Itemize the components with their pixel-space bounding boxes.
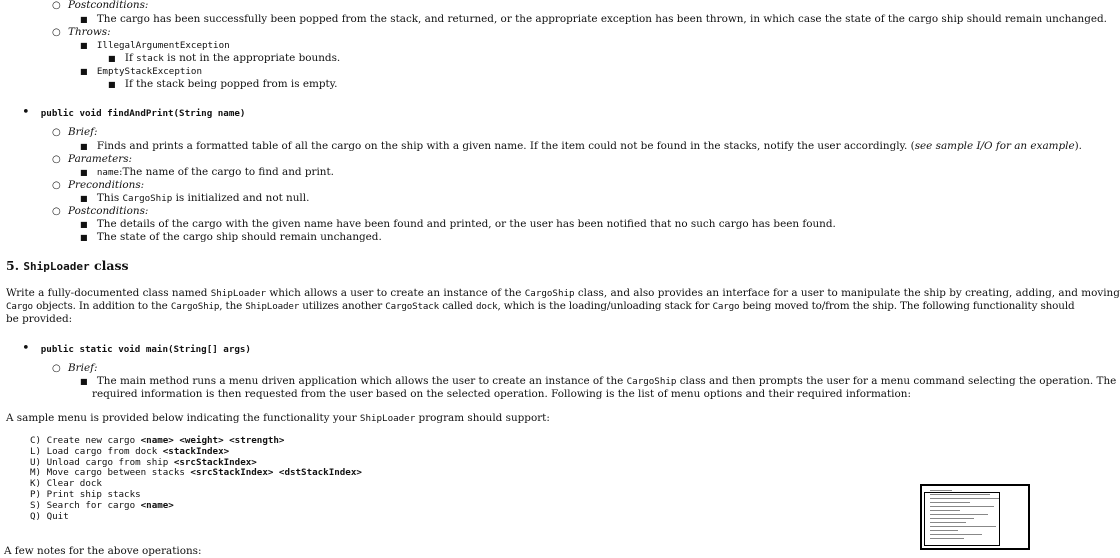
- square-bullet-icon: ■: [80, 377, 88, 386]
- square-bullet-icon: ■: [80, 41, 88, 50]
- postcondition-item: ■ The state of the cargo ship should remain unchanged.: [80, 231, 382, 243]
- sample-menu-code-block: [30, 436, 362, 522]
- square-bullet-icon: ■: [80, 15, 88, 24]
- postcondition-item: ■ The cargo has been successfully been popped from the stack, and returned, or the appropriate exception has been thrown, in which case the state of the cargo ship should remain unchanged.: [80, 13, 1107, 25]
- section-heading: 5. ShipLoader class: [6, 258, 129, 273]
- postconditions-heading: ○ Postconditions:: [52, 0, 149, 11]
- parameters-heading: ○ Parameters:: [52, 153, 133, 165]
- menu-option: P) Print ship stacks: [30, 488, 141, 500]
- circle-bullet-icon: ○: [52, 0, 61, 11]
- square-bullet-icon: ■: [80, 142, 88, 151]
- square-bullet-icon: ■: [80, 168, 88, 177]
- postconditions-heading: ○ Postconditions:: [52, 205, 149, 217]
- square-bullet-icon: ■: [108, 54, 116, 63]
- postcondition-item: ■ The details of the cargo with the given name have been found and printed, or the user has been notified that no such cargo has been found.: [80, 218, 836, 230]
- preconditions-heading: ○ Preconditions:: [52, 179, 145, 191]
- menu-option: K) Clear dock: [30, 478, 102, 490]
- method-signature: • public static void main(String[] args): [22, 341, 251, 356]
- square-bullet-icon: ■: [80, 194, 88, 203]
- exception-desc: ■ If the stack being popped from is empty.: [108, 78, 338, 90]
- menu-option: Q) Quit: [30, 510, 69, 522]
- menu-option: M) Move cargo between stacks <srcStackIndex> <dstStackIndex>: [30, 467, 362, 479]
- cut-off-paragraph: A few notes for the above operations:: [4, 545, 202, 557]
- circle-bullet-icon: ○: [52, 154, 61, 165]
- exception-item: ■ IllegalArgumentException: [80, 40, 230, 51]
- square-bullet-icon: ■: [80, 220, 88, 229]
- square-bullet-icon: ■: [80, 67, 88, 76]
- circle-bullet-icon: ○: [52, 180, 61, 191]
- precondition-item: ■ This CargoShip is initialized and not null.: [80, 192, 310, 204]
- exception-item: ■ EmptyStackException: [80, 66, 202, 77]
- disc-bullet-icon: •: [22, 341, 30, 356]
- section-paragraph-line: Write a fully-documented class named ShipLoader which allows a user to create an instance of the CargoShip class, and also provides an interface for a user to manipulate the ship by creating, adding, and moving: [6, 287, 1120, 299]
- minimap-viewport-indicator[interactable]: [924, 492, 1000, 546]
- menu-option: L) Load cargo from dock <stackIndex>: [30, 445, 230, 457]
- brief-heading: ○ Brief:: [52, 362, 98, 374]
- brief-text-continued: required information is then requested from the user based on the selected operation. Following is the list of menu options and their required information:: [92, 388, 911, 400]
- parameter-item: ■ name:The name of the cargo to find and print.: [80, 166, 334, 178]
- square-bullet-icon: ■: [108, 80, 116, 89]
- method-signature: • public void findAndPrint(String name): [22, 105, 246, 120]
- exception-desc: ■ If stack is not in the appropriate bounds.: [108, 52, 341, 64]
- circle-bullet-icon: ○: [52, 363, 61, 374]
- circle-bullet-icon: ○: [52, 127, 61, 138]
- disc-bullet-icon: •: [22, 105, 30, 120]
- brief-text: ■ The main method runs a menu driven application which allows the user to create an instance of the CargoShip class and then prompts the user for a menu command selecting the operation. The: [80, 375, 1117, 387]
- brief-heading: ○ Brief:: [52, 126, 98, 138]
- section-paragraph-line: be provided:: [6, 313, 73, 325]
- section-paragraph-line: Cargo objects. In addition to the CargoShip, the ShipLoader utilizes another CargoStack called dock, which is the loading/unloading stack for Cargo being moved to/from the ship. The following functionality should: [6, 300, 1075, 312]
- throws-heading: ○ Throws:: [52, 26, 111, 38]
- circle-bullet-icon: ○: [52, 27, 61, 38]
- sample-menu-intro: A sample menu is provided below indicating the functionality your ShipLoader program should support:: [6, 412, 550, 424]
- square-bullet-icon: ■: [80, 233, 88, 242]
- menu-option: C) Create new cargo <name> <weight> <strength>: [30, 435, 285, 446]
- page-minimap-thumbnail[interactable]: [920, 484, 1030, 550]
- brief-text: ■ Finds and prints a formatted table of all the cargo on the ship with a given name. If the item could not be found in the stacks, notify the user accordingly. (see sample I/O for an example).: [80, 140, 1082, 152]
- circle-bullet-icon: ○: [52, 206, 61, 217]
- menu-option: S) Search for cargo <name>: [30, 499, 174, 511]
- menu-option: U) Unload cargo from ship <srcStackIndex>: [30, 456, 257, 468]
